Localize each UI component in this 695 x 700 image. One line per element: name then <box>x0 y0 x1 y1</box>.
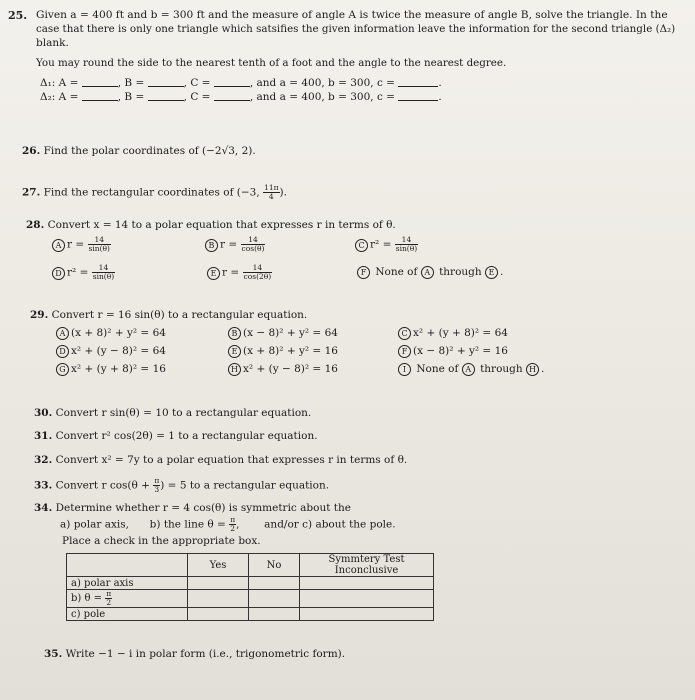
row-label-polar-axis: a) polar axis <box>67 577 188 590</box>
q27-text: Find the rectangular coordinates of (−3, <box>43 186 260 199</box>
q29 <box>30 309 307 322</box>
choice-circle-icon: G <box>56 363 69 376</box>
q25-t2-given: and a = 400, b = 300, c = <box>256 91 395 103</box>
check-cell-inconclusive[interactable] <box>300 608 434 621</box>
q25-t2-angle-b-blank[interactable] <box>148 90 184 101</box>
q29-option-g[interactable]: G x² + (y + 8)² = 16 <box>56 363 166 376</box>
check-cell-yes[interactable] <box>188 590 249 608</box>
q25-t2-c-label: C = <box>190 91 211 103</box>
q25-triangle2-label: Δ₂: A = <box>40 91 79 103</box>
check-cell-no[interactable] <box>249 590 300 608</box>
q26 <box>22 145 256 158</box>
q28-number: 28. <box>26 219 45 231</box>
symmetry-table <box>66 553 434 621</box>
q25-t2-side-c-blank[interactable] <box>398 90 438 101</box>
q32-number: 32. <box>34 454 53 466</box>
choice-circle-icon: B <box>228 327 241 340</box>
q29-option-f[interactable]: F (x − 8)² + y² = 16 <box>398 345 508 358</box>
q28-option-c[interactable]: C r² = $\frac{14}{\sin(\theta)}$ <box>355 236 418 253</box>
q34-part-a: a) polar axis, <box>60 518 129 531</box>
q25-rounding-note: You may round the side to the nearest tenth of a foot and the angle to the nearest degree. <box>36 57 507 69</box>
q25-number: 25. <box>8 9 28 22</box>
check-cell-no[interactable] <box>249 608 300 621</box>
q34-parts: a) polar axis, b) the line θ = $\frac{\pi}{2}$ , and/or c) about the pole. <box>60 515 396 533</box>
choice-circle-icon: D <box>52 267 65 280</box>
q29-option-e[interactable]: E (x + 8)² + y² = 16 <box>228 345 338 358</box>
q27-close: ). <box>279 186 287 199</box>
choice-circle-icon: I <box>398 363 411 376</box>
q26-number: 26. <box>22 145 41 157</box>
q25-t1-side-c-blank[interactable] <box>398 76 438 87</box>
q29-option-a[interactable]: A (x + 8)² + y² = 64 <box>56 327 166 340</box>
q31 <box>34 430 318 443</box>
q31-text: Convert r² cos(2θ) = 1 to a rectangular equation. <box>55 430 318 442</box>
row-label-line: b) θ = $\frac{\pi}{2}$ <box>67 590 188 608</box>
q34-text: Determine whether r = 4 cos(θ) is symmetric about the <box>55 502 351 514</box>
row-label-pole: c) pole <box>67 608 188 621</box>
q34-instruction: Place a check in the appropriate box. <box>62 535 261 547</box>
q28 <box>26 219 396 232</box>
choice-circle-icon: E <box>228 345 241 358</box>
q25-text-line2: case that there is only one triangle which satsifies the given information leave the information for the second triangle (Δ₂) <box>36 23 676 35</box>
choice-circle-icon: H <box>228 363 241 376</box>
q33-text-b: ) = 5 to a rectangular equation. <box>160 479 330 492</box>
choice-circle-icon: F <box>357 266 370 279</box>
q25-text-line3: blank. <box>36 37 69 49</box>
q30 <box>34 407 311 420</box>
choice-circle-icon: A <box>421 266 434 279</box>
q29-option-b[interactable]: B (x − 8)² + y² = 64 <box>228 327 338 340</box>
q27-angle-fraction: $\frac{11\pi}{4}$ <box>264 183 279 201</box>
q34-part-b: b) the line θ = <box>149 518 226 531</box>
q25-triangle1-label: Δ₁: A = <box>40 77 79 89</box>
q25-t1-given: and a = 400, b = 300, c = <box>256 77 395 89</box>
choice-circle-icon: A <box>462 363 475 376</box>
q29-option-h[interactable]: H x² + (y − 8)² = 16 <box>228 363 338 376</box>
choice-circle-icon: E <box>485 266 498 279</box>
table-header-blank <box>67 554 188 577</box>
q32-text: Convert x² = 7y to a polar equation that expresses r in terms of θ. <box>55 454 408 466</box>
q31-number: 31. <box>34 430 53 442</box>
q34-fraction: $\frac{\pi}{2}$ <box>230 515 236 533</box>
q25-t1-b-label: B = <box>124 77 145 89</box>
choice-circle-icon: B <box>205 239 218 252</box>
q34 <box>34 502 351 515</box>
q25-t2-angle-a-blank[interactable] <box>82 90 118 101</box>
q27 <box>22 184 287 201</box>
choice-circle-icon: D <box>56 345 69 358</box>
check-cell-inconclusive[interactable] <box>300 590 434 608</box>
q35-text: Write −1 − i in polar form (i.e., trigonometric form). <box>65 648 346 660</box>
q30-text: Convert r sin(θ) = 10 to a rectangular equation. <box>55 407 312 419</box>
q28-option-e[interactable]: E r = $\frac{14}{\cos(2\theta)}$ <box>207 264 272 281</box>
table-header-no: No <box>249 554 300 577</box>
q32 <box>34 454 407 467</box>
choice-circle-icon: H <box>526 363 539 376</box>
q26-text: Find the polar coordinates of (−2√3, 2). <box>43 145 256 157</box>
q35 <box>44 648 345 661</box>
q33-fraction: $\frac{\pi}{3}$ <box>154 476 160 494</box>
q30-number: 30. <box>34 407 53 419</box>
q28-option-a[interactable]: A r = $\frac{14}{\sin(\theta)}$ <box>52 236 111 253</box>
q25-t2-angle-c-blank[interactable] <box>214 90 250 101</box>
q33 <box>34 477 329 494</box>
q28-option-d[interactable]: D r² = $\frac{14}{\sin(\theta)}$ <box>52 264 115 281</box>
q33-text-a: Convert r cos(θ + <box>55 479 150 492</box>
q29-option-c[interactable]: C x² + (y + 8)² = 64 <box>398 327 508 340</box>
choice-circle-icon: E <box>207 267 220 280</box>
q34-number: 34. <box>34 502 53 514</box>
table-header-inconclusive: Symmtery Test Inconclusive <box>300 554 434 577</box>
q35-number: 35. <box>44 648 63 660</box>
check-cell-no[interactable] <box>249 577 300 590</box>
table-row <box>67 608 434 621</box>
check-cell-yes[interactable] <box>188 577 249 590</box>
q25-text-line1: Given a = 400 ft and b = 300 ft and the measure of angle A is twice the measure of angle B, solve the triangle. In the <box>36 9 668 21</box>
q33-number: 33. <box>34 479 53 492</box>
q25-t2-b-label: B = <box>124 91 145 103</box>
choice-circle-icon: F <box>398 345 411 358</box>
table-row <box>67 577 434 590</box>
choice-circle-icon: C <box>398 327 411 340</box>
choice-circle-icon: A <box>56 327 69 340</box>
q34-part-c: and/or c) about the pole. <box>264 518 396 531</box>
q27-number: 27. <box>22 186 41 199</box>
check-cell-inconclusive[interactable] <box>300 577 434 590</box>
q29-option-i[interactable]: I None of A through H . <box>398 363 544 376</box>
q29-text: Convert r = 16 sin(θ) to a rectangular equation. <box>51 309 308 321</box>
q28-option-f[interactable]: F None of A through E . <box>357 266 503 279</box>
q25-t1-angle-c-blank[interactable] <box>214 76 250 87</box>
q25-triangle1-row: Δ₁: A = , B = , C = , and a = 400, b = 300, c = . <box>40 77 442 89</box>
table-row <box>67 590 434 608</box>
q29-option-d[interactable]: D x² + (y − 8)² = 64 <box>56 345 166 358</box>
q28-option-b[interactable]: B r = $\frac{14}{\cos(\theta)}$ <box>205 236 265 253</box>
choice-circle-icon: C <box>355 239 368 252</box>
q28-text: Convert x = 14 to a polar equation that expresses r in terms of θ. <box>47 219 396 231</box>
choice-circle-icon: A <box>52 239 65 252</box>
table-header-row <box>67 554 434 577</box>
q25-t1-c-label: C = <box>190 77 211 89</box>
check-cell-yes[interactable] <box>188 608 249 621</box>
table-header-yes: Yes <box>188 554 249 577</box>
q25-triangle2-row: Δ₂: A = , B = , C = , and a = 400, b = 300, c = . <box>40 91 442 103</box>
q29-number: 29. <box>30 309 49 321</box>
q25-t1-angle-b-blank[interactable] <box>148 76 184 87</box>
q25-t1-angle-a-blank[interactable] <box>82 76 118 87</box>
